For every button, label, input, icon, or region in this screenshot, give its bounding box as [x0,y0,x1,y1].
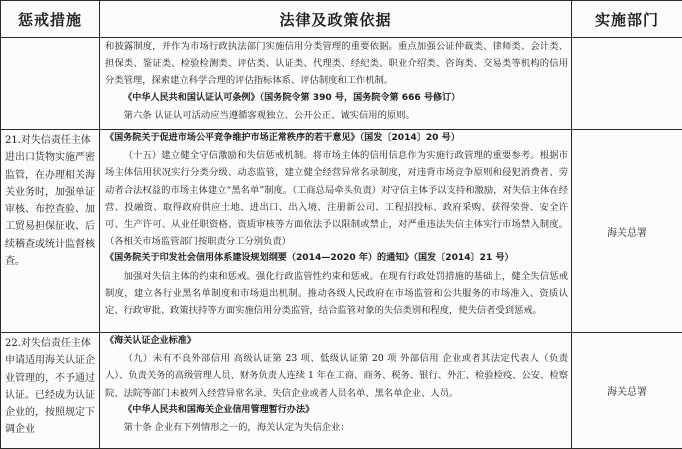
measure-cell [1,38,100,130]
table-row [1,130,682,333]
header-basis: 法律及政策依据 [100,1,572,38]
measure-cell: 21.对失信责任主体进出口货物实施严密监管，在办理相关海关业务时，加强单证审核、布控查验、加工贸易担保征收、后续稽查或统计监督核查。 [1,130,100,333]
basis-text: 和披露制度，并作为市场行政执法部门实施信用分类管理的重要依据。重点加强公证仲裁类、律师类、会计类、担保类、鉴证类、检验检测类、评估类、认证类、代理类、经纪类、职业介绍类、咨询类、交易类等机构的信用分类管理，探索建立科学合理的评估指标体系、评估制度和工作机制。 [105,38,568,90]
table-row [1,38,682,130]
law-title: 《中华人民共和国认证认可条例》（国务院令第 390 号，国务院令第 666 号修订） [105,90,568,107]
measure-cell: 22.对失信责任主体申请适用海关认证企业管理的，不予通过认证。已经成为认证企业的，按照规定下调企业 [1,333,100,449]
header-measure: 惩戒措施 [1,1,100,38]
law-title: 《海关认证企业标准》 [105,333,568,350]
dept-cell [572,38,682,130]
header-dept: 实施部门 [572,1,682,38]
basis-cell [100,38,572,130]
law-title: 《国务院关于促进市场公平竞争维护市场正常秩序的若干意见》（国发〔2014〕20 号） [105,130,568,147]
basis-cell [100,333,572,449]
table-row [1,333,682,449]
table-header-row [1,1,682,38]
basis-text: 加强对失信主体的约束和惩戒。强化行政监管性约束和惩戒。在现有行政处罚措施的基础上，健全失信惩戒制度，建立各行业黑名单制度和市场退出机制。推动各级人民政府在市场监管和公共服务的市场准入、资质认定、行政审批、政策扶持等方面实施信用分类监管，结合监管对象的失信类别和程度，使失信者受到惩戒。 [105,268,568,320]
dept-cell: 海关总署 [572,130,682,333]
basis-text: （十五）建立健全守信激励和失信惩戒机制。将市场主体的信用信息作为实施行政管理的重要参考。根据市场主体信用状况实行分类分级、动态监管，建立健全经营异常名录制度，对违背市场竞争原则和侵犯消费者、劳动者合法权益的市场主体建立“黑名单”制度。（工商总局牵头负责）对守信主体予以支持和激励，对失信主体在经营、投融资、取得政府供应土地、进出口、出入境、注册新公司、工程招投标、政府采购、获得荣誉、安全许可、生产许可、从业任职资格、资质审核等方面依法予以限制或禁止，对严重违法失信主体实行市场禁入制度。（各相关市场监管部门按职责分工分别负责） [105,147,568,250]
basis-text: 第六条 认证认可活动应当遵循客观独立、公开公正、诚实信用的原则。 [105,107,568,124]
dept-cell: 海关总署 [572,333,682,449]
basis-cell [100,130,572,333]
basis-text: 第十条 企业有下列情形之一的，海关认定为失信企业： [105,419,568,436]
law-title: 《中华人民共和国海关企业信用管理暂行办法》 [105,402,568,419]
law-title: 《国务院关于印发社会信用体系建设规划纲要（2014—2020 年）的通知》（国发〔2014〕21 号） [105,250,568,267]
basis-text: （九）未有不良外部信用 高级认证第 23 项、低级认证第 20 项 外部信用 企业或者其法定代表人（负责人）、负责关务的高级管理人员、财务负责人连续 1 年在工商、商务、税务、银行、外汇、检验检疫、公安、检察院、法院等部门未被列入经营异常名录、失信企业或者人员名单、黑名单企业、人员。 [105,350,568,402]
